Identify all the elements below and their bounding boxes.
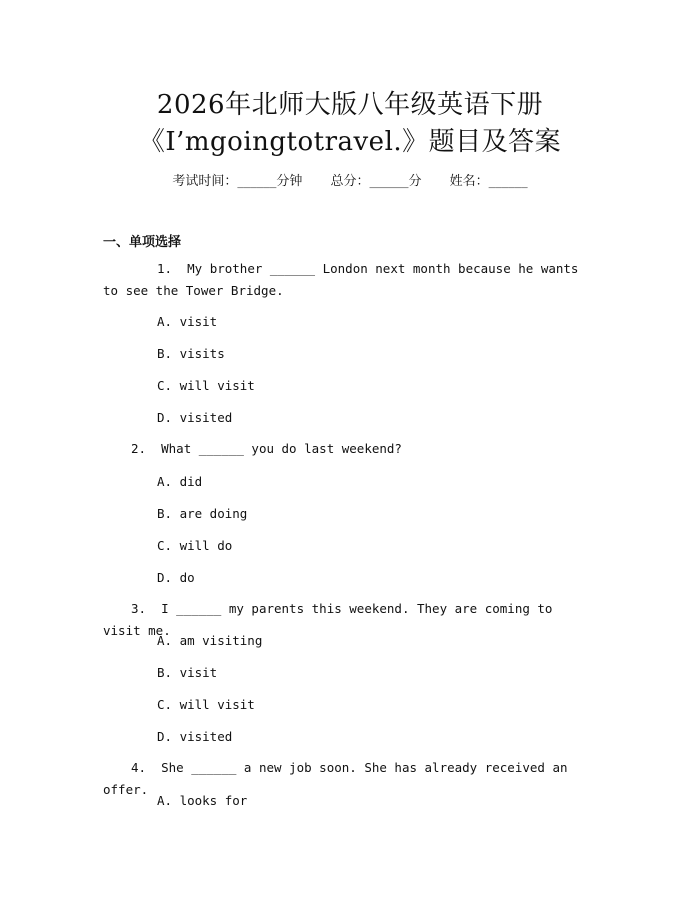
option: A. am visiting	[157, 633, 263, 648]
option: A. looks for	[157, 793, 248, 808]
question-text: I ______ my parents this weekend. They are coming to visit me.	[103, 601, 553, 638]
question-number: 2.	[131, 441, 147, 456]
option: B. visits	[157, 346, 225, 361]
option: D. visited	[157, 410, 233, 425]
question-text: What ______ you do last weekend?	[161, 441, 402, 456]
question-2	[103, 438, 595, 460]
option: B. visit	[157, 665, 218, 680]
option: B. are doing	[157, 506, 248, 521]
question-text: She ______ a new job soon. She has already received an offer.	[103, 760, 568, 797]
option: A. visit	[157, 314, 218, 329]
option: D. visited	[157, 729, 233, 744]
page-title-line-1: 2026年北师大版八年级英语下册	[156, 90, 544, 120]
option: C. will do	[157, 538, 233, 553]
exam-score: 总分：______分	[330, 174, 422, 189]
question-text: My brother ______ London next month because he wants to see the Tower Bridge.	[103, 261, 579, 298]
option: C. will visit	[157, 697, 255, 712]
question-1	[103, 258, 595, 302]
question-number: 1.	[157, 261, 173, 276]
exam-name: 姓名：______	[449, 174, 528, 189]
exam-meta	[0, 170, 700, 189]
option: D. do	[157, 570, 195, 585]
question-number: 4.	[131, 760, 147, 775]
exam-time: 考试时间：______分钟	[172, 174, 303, 189]
question-number: 3.	[131, 601, 147, 616]
option: C. will visit	[157, 378, 255, 393]
page-title-line-2: 《I’mgoingtotravel.》题目及答案	[138, 127, 562, 157]
section-heading: 一、单项选择	[103, 235, 182, 250]
option: A. did	[157, 474, 203, 489]
